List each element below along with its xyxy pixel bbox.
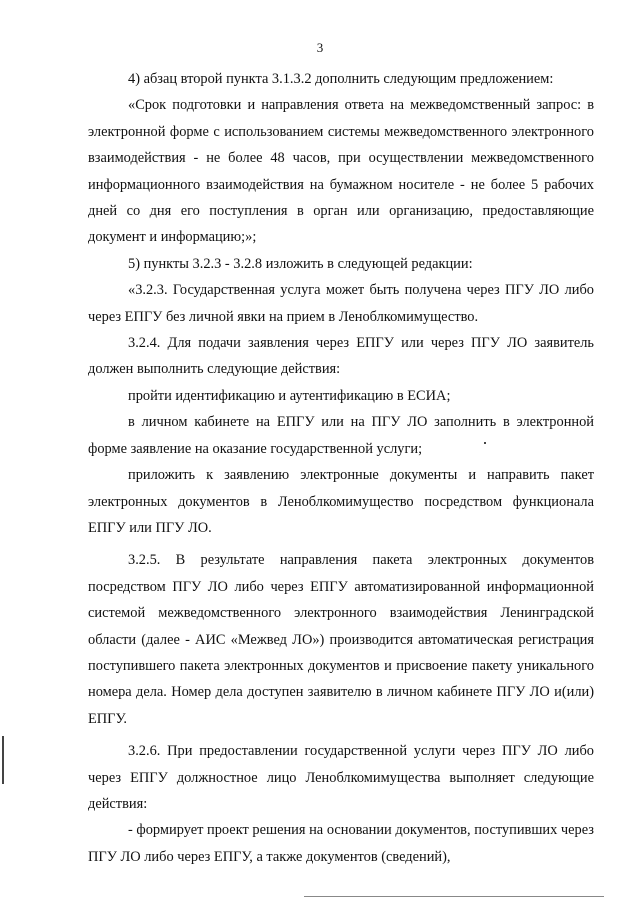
paragraph-response-deadline: «Срок подготовки и направления ответа на межведомственный запрос: в электронной форме с использованием системы межведомственного электронного взаимодействия - не более 48 часов, при осуществлении межведомственного информационного взаимодействия на бумажном носителе - не более 5 рабочих дней со дня его поступления в орган или организацию, предоставляющие документ и информацию;»; bbox=[88, 97, 594, 246]
paragraph-esia-step: пройти идентификацию и аутентификацию в ЕСИА; bbox=[128, 387, 451, 404]
paragraph-forms-draft-decision: - формирует проект решения на основании документов, поступивших через ПГУ ЛО либо через ЕПГУ, а также документов (сведений), bbox=[88, 822, 594, 865]
paragraph-attach-docs-step: приложить к заявлению электронные документы и направить пакет электронных документов в Леноблкомимущество посредством функционала ЕПГУ или ПГУ ЛО. bbox=[88, 467, 594, 536]
document-body bbox=[88, 66, 594, 870]
paragraph-fill-form-step: в личном кабинете на ЕПГУ или на ПГУ ЛО заполнить в электронной форме заявление на оказание государственной услуги; bbox=[88, 414, 594, 457]
paragraph-3-2-6: 3.2.6. При предоставлении государственной услуги через ПГУ ЛО либо через ЕПГУ должностное лицо Леноблкомимущества выполняет следующие действия: bbox=[88, 743, 594, 812]
paragraph-3-2-4: 3.2.4. Для подачи заявления через ЕПГУ или через ПГУ ЛО заявитель должен выполнить следующие действия: bbox=[88, 335, 594, 378]
page-number: 3 bbox=[316, 40, 324, 55]
paragraph-3-2-3: «3.2.3. Государственная услуга может быть получена через ПГУ ЛО либо через ЕПГУ без личной явки на прием в Леноблкомимущество. bbox=[88, 282, 594, 325]
paragraph-amendment-5: 5) пункты 3.2.3 - 3.2.8 изложить в следующей редакции: bbox=[128, 255, 473, 272]
scan-mark-left bbox=[2, 736, 4, 784]
page-bottom-rule bbox=[304, 896, 604, 897]
paragraph-amendment-4: 4) абзац второй пункта 3.1.3.2 дополнить следующим предложением: bbox=[128, 71, 554, 87]
paragraph-3-2-5: 3.2.5. В результате направления пакета электронных документов посредством ПГУ ЛО либо через ЕПГУ автоматизированной информационной системой межведомственного электронного взаимодействия Ленинградской области (далее - АИС «Межвед ЛО») производится автоматическая регистрация поступившего пакета электронных документов и присвоение пакету уникального номера дела. Номер дела доступен заявителю в личном кабинете ПГУ ЛО и(или) ЕПГУ. bbox=[88, 552, 594, 727]
scan-mark-speck bbox=[484, 442, 486, 444]
